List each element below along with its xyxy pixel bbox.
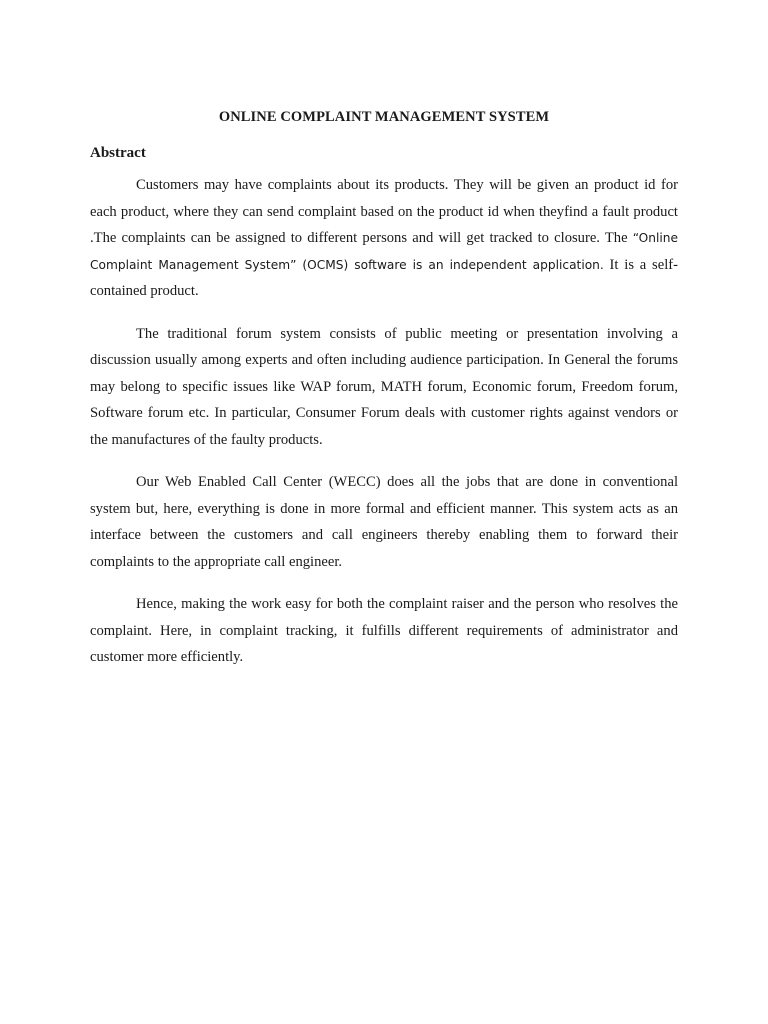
section-heading-abstract: Abstract (90, 145, 146, 161)
document-title: ONLINE COMPLAINT MANAGEMENT SYSTEM (218, 109, 550, 125)
paragraph-1 (90, 172, 678, 305)
paragraph-3: Our Web Enabled Call Center (WECC) does all the jobs that are done in conventional system but, here, everything is done in more formal and efficient manner. This system acts as an interface between the customers and call engineers thereby enabling them to forward their complaints to the appropriate call engineer. (90, 474, 678, 570)
paragraph-1-ocms-statement: “Online Complaint Management System” (OCMS) software is an independent application. (90, 231, 678, 272)
document-body (90, 108, 678, 687)
paragraph-2: The traditional forum system consists of public meeting or presentation involving a discussion usually among experts and often including audience participation. In General the forums may belong to specific issues like WAP forum, MATH forum, Economic forum, Freedom forum, Software forum etc. In particular, Consumer Forum deals with customer rights against vendors or the manufactures of the faulty products. (90, 325, 678, 448)
paragraph-1-text-b: It is a self-contained product. (90, 256, 678, 299)
paragraph-4: Hence, making the work easy for both the complaint raiser and the person who resolves the complaint. Here, in complaint tracking, it fulfills different requirements of administrator and customer more efficiently. (90, 596, 678, 665)
paragraph-1-text-a: Customers may have complaints about its products. They will be given an product id for each product, where they can send complaint based on the product id when theyfind a fault product .The complaints can be assigned to different persons and will get tracked to closure. The (90, 177, 678, 246)
